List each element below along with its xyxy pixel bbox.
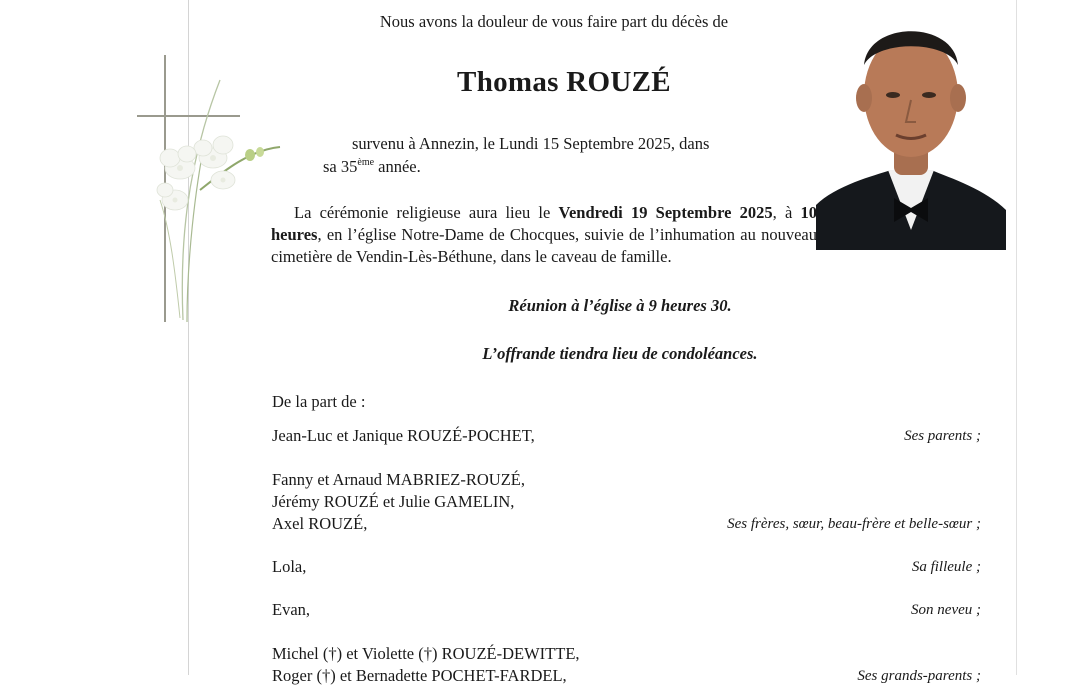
family-group: [272, 425, 981, 447]
ceremony-text: , en l’église Notre-Dame de Chocques, suivie de l’inhumation au nouveau cimetière de Vendin-Lès-Béthune, dans le caveau de famille.: [271, 225, 817, 266]
offrande-notice: L’offrande tiendra lieu de condoléances.: [482, 344, 758, 363]
reunion-notice: Réunion à l’église à 9 heures 30.: [508, 296, 732, 315]
ceremony-details: [271, 202, 817, 268]
page-margin-line: [1016, 0, 1017, 675]
age-suffix: année.: [374, 157, 421, 176]
portrait-photo: [816, 0, 1006, 250]
family-relation: Ses grands-parents ;: [857, 668, 981, 684]
age-line: [323, 155, 773, 178]
ceremony-time: 10 heures: [271, 203, 818, 244]
de-la-part-label: De la part de :: [272, 392, 366, 411]
age-ordinal: ème: [357, 157, 375, 168]
announcement-intro: Nous avons la douleur de vous faire part du décès de: [379, 12, 729, 31]
ceremony-text: La cérémonie religieuse aura lieu le: [294, 203, 559, 222]
family-name: Roger (†) et Bernadette POCHET-FARDEL,: [272, 666, 567, 685]
family-relation: Ses parents ;: [904, 428, 981, 444]
age-prefix: sa 35: [323, 157, 358, 176]
family-name: Axel ROUZÉ,: [272, 514, 368, 533]
family-name: Jean-Luc et Janique ROUZÉ-POCHET,: [272, 426, 535, 445]
family-name: Jérémy ROUZÉ et Julie GAMELIN,: [272, 492, 515, 511]
deceased-name: Thomas ROUZÉ: [457, 66, 671, 98]
family-group: [272, 599, 981, 621]
family-name: Fanny et Arnaud MABRIEZ-ROUZÉ,: [272, 470, 525, 489]
family-group: [272, 469, 981, 535]
family-name: Michel (†) et Violette (†) ROUZÉ-DEWITTE,: [272, 644, 580, 663]
family-group: [272, 556, 981, 578]
family-relation: Son neveu ;: [911, 602, 981, 618]
family-name: Evan,: [272, 600, 311, 619]
ceremony-text: , à: [772, 203, 801, 222]
death-details: [323, 132, 773, 178]
family-relation: Sa filleule ;: [911, 559, 981, 575]
family-name: Lola,: [272, 557, 307, 576]
family-group: [272, 643, 981, 687]
death-details-line: survenu à Annezin, le Lundi 15 Septembre 2025, dans: [352, 134, 710, 153]
ceremony-date: Vendredi 19 Septembre 2025: [558, 203, 773, 222]
family-relation: Ses frères, sœur, beau-frère et belle-sœur ;: [727, 516, 981, 532]
